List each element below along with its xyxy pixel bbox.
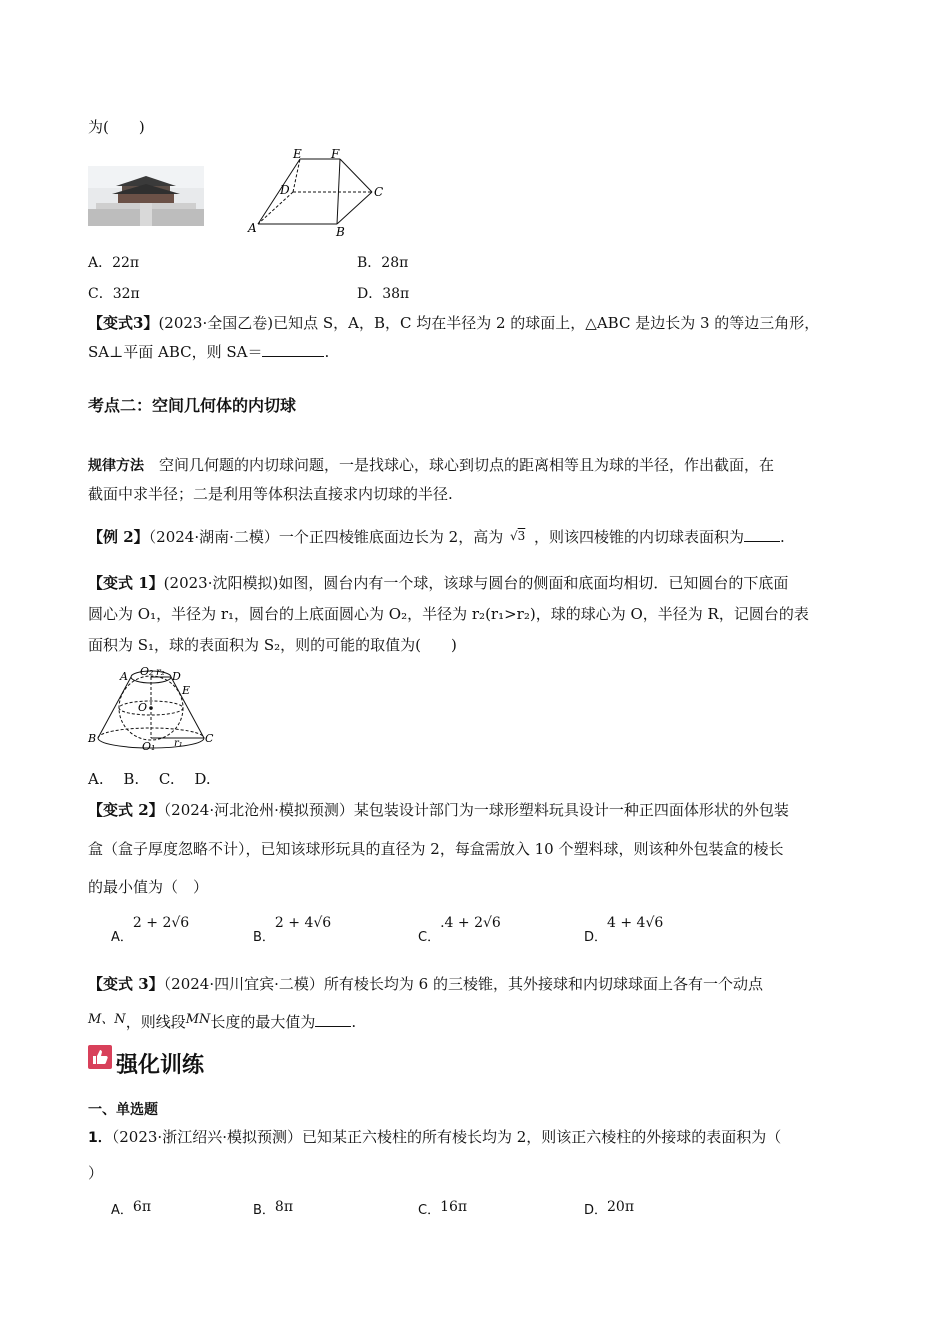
variant3-b-text1: （2024·四川宜宾·二模）所有棱长均为 6 的三棱锥，其外接球和内切球球面上各有一个动点 <box>163 975 763 993</box>
method-text1: 空间几何题的内切球问题，一是找球心，球心到切点的距离相等且为球的半径，作出截面，在 <box>159 456 775 474</box>
option-b[interactable]: B．8π <box>253 1199 294 1218</box>
option-expr: 20π <box>607 1199 635 1215</box>
answer-blank[interactable] <box>262 342 324 357</box>
period: . <box>351 1013 357 1031</box>
option-d[interactable]: D．20π <box>584 1199 635 1218</box>
label-O2: O₂ <box>140 665 154 678</box>
label-r2: r₂ <box>156 667 165 678</box>
variant1-text1: (2023·沈阳模拟)如图，圆台内有一个球，该球与圆台的侧面和底面均相切．已知圆台的下底面 <box>163 574 789 592</box>
sqrt-value: 3 <box>517 529 526 543</box>
label-B: B <box>88 732 97 745</box>
variant3-b-line1 <box>88 974 763 994</box>
option-d[interactable]: D．4 + 4√6 <box>584 915 664 945</box>
variant3-b-text3: 长度的最大值为 <box>210 1013 316 1031</box>
variant3-a-line1 <box>88 313 819 333</box>
option-a[interactable]: A．22π <box>88 255 140 271</box>
option-c[interactable]: C．16π <box>418 1199 468 1218</box>
training-title: 强化训练 <box>116 1053 205 1078</box>
building-photo <box>88 166 204 226</box>
label-A: A <box>120 670 128 683</box>
label-A: A <box>248 221 257 235</box>
option-expr: 2 + 4√6 <box>274 915 332 931</box>
variant2-text1: （2024·河北沧州·模拟预测）某包装设计部门为一球形塑料玩具设计一种正四面体形状的外包装 <box>163 801 789 819</box>
option-c[interactable]: C．32π <box>88 286 140 302</box>
option-expr: 16π <box>440 1199 468 1215</box>
variant3-a-line2 <box>88 342 329 362</box>
variant1-line2: 圆心为 O₁，半径为 r₁，圆台的上底面圆心为 O₂，半径为 r₂(r₁>r₂)，球的球心为 O，半径为 R，记圆台的表 <box>88 605 809 623</box>
geometry-figure-frustum-sphere <box>86 662 216 754</box>
label-C: C <box>205 732 214 745</box>
method-line1 <box>88 455 774 476</box>
variant1-options[interactable]: A. B. C. D. <box>88 770 211 788</box>
method-line2: 截面中求半径；二是利用等体积法直接求内切球的半径. <box>88 485 453 503</box>
thumbs-up-icon <box>88 1045 112 1069</box>
option-a[interactable]: A．2 + 2√6 <box>111 915 190 945</box>
label-C: C <box>374 185 384 199</box>
option-b[interactable]: B．2 + 4√6 <box>253 915 332 945</box>
example2-text-b: ，则该四棱锥的内切球表面积为 <box>533 528 744 546</box>
method-label: 规律方法 <box>88 458 144 474</box>
label-D: D <box>172 670 181 683</box>
option-expr: 2 + 2√6 <box>132 915 190 931</box>
variant3-a-text: (2023·全国乙卷)已知点 S，A，B，C 均在半径为 2 的球面上，△ABC 是边长为 3 的等边三角形， <box>158 314 820 332</box>
variant-tag: 【变式 1】 <box>88 574 164 592</box>
answer-blank[interactable] <box>315 1012 351 1027</box>
example-tag: 【例 2】 <box>88 528 149 546</box>
label-F: F <box>331 147 340 161</box>
answer-blank[interactable] <box>744 527 780 542</box>
option-expr: 4 + 4√6 <box>607 915 664 931</box>
option-a[interactable]: A．6π <box>111 1199 152 1218</box>
question-tail: 为( ) <box>88 118 145 136</box>
variant3-b-text2: ，则线段 <box>125 1013 186 1031</box>
example2: 【例 2】（2024·湖南·二模）一个正四棱锥底面边长为 2，高为 √3 ，则该四棱锥的内切球表面积为 . <box>88 528 785 546</box>
option-expr: 8π <box>274 1199 294 1215</box>
q1-line2: ） <box>88 1164 104 1182</box>
label-O1: O₁ <box>142 740 156 753</box>
section-title: 考点二：空间几何体的内切球 <box>88 396 297 415</box>
variant-tag: 【变式3】 <box>88 314 159 332</box>
label-E: E <box>182 684 191 697</box>
option-expr: 6π <box>132 1199 152 1215</box>
example2-text-a: （2024·湖南·二模）一个正四棱锥底面边长为 2，高为 <box>148 528 504 546</box>
option-c[interactable]: C．.4 + 2√6 <box>418 915 501 945</box>
variant3-b-line2 <box>88 1012 356 1034</box>
variant1-line3: 面积为 S₁，球的表面积为 S₂，则的可能的取值为( ) <box>88 636 457 654</box>
variant2-line3: 的最小值为（ ） <box>88 878 209 896</box>
label-r1: r₁ <box>174 738 183 749</box>
variant2-line1 <box>88 800 789 820</box>
label-B: B <box>336 225 345 238</box>
option-b[interactable]: B．28π <box>357 255 409 271</box>
geometry-figure-wedge <box>244 146 394 238</box>
label-D: D <box>280 183 290 197</box>
label-E: E <box>293 147 302 161</box>
variant1-line1 <box>88 573 788 593</box>
variant2-line2: 盒（盒子厚度忽略不计），已知该球形玩具的直径为 2，每盒需放入 10 个塑料球，则该种外包装盒的棱长 <box>88 840 784 858</box>
math-mn-points: M、N <box>88 1012 126 1027</box>
q1-line1 <box>88 1127 781 1148</box>
option-expr: .4 + 2√6 <box>440 915 501 931</box>
variant3-a-text2: SA⊥平面 ABC，则 SA＝ <box>88 343 263 361</box>
period: . <box>780 528 785 546</box>
single-choice-title: 一、单选题 <box>88 1102 158 1118</box>
label-O: O <box>138 701 148 714</box>
question-number: 1． <box>88 1130 112 1146</box>
math-segment-mn: MN <box>185 1012 211 1027</box>
option-d[interactable]: D．38π <box>357 286 410 302</box>
variant-tag: 【变式 3】 <box>88 975 164 993</box>
q1-text1: （2023·浙江绍兴·模拟预测）已知某正六棱柱的所有棱长均为 2，则该正六棱柱的外接球的表面积为（ <box>111 1128 782 1146</box>
variant-tag: 【变式 2】 <box>88 801 164 819</box>
period: . <box>324 343 330 361</box>
